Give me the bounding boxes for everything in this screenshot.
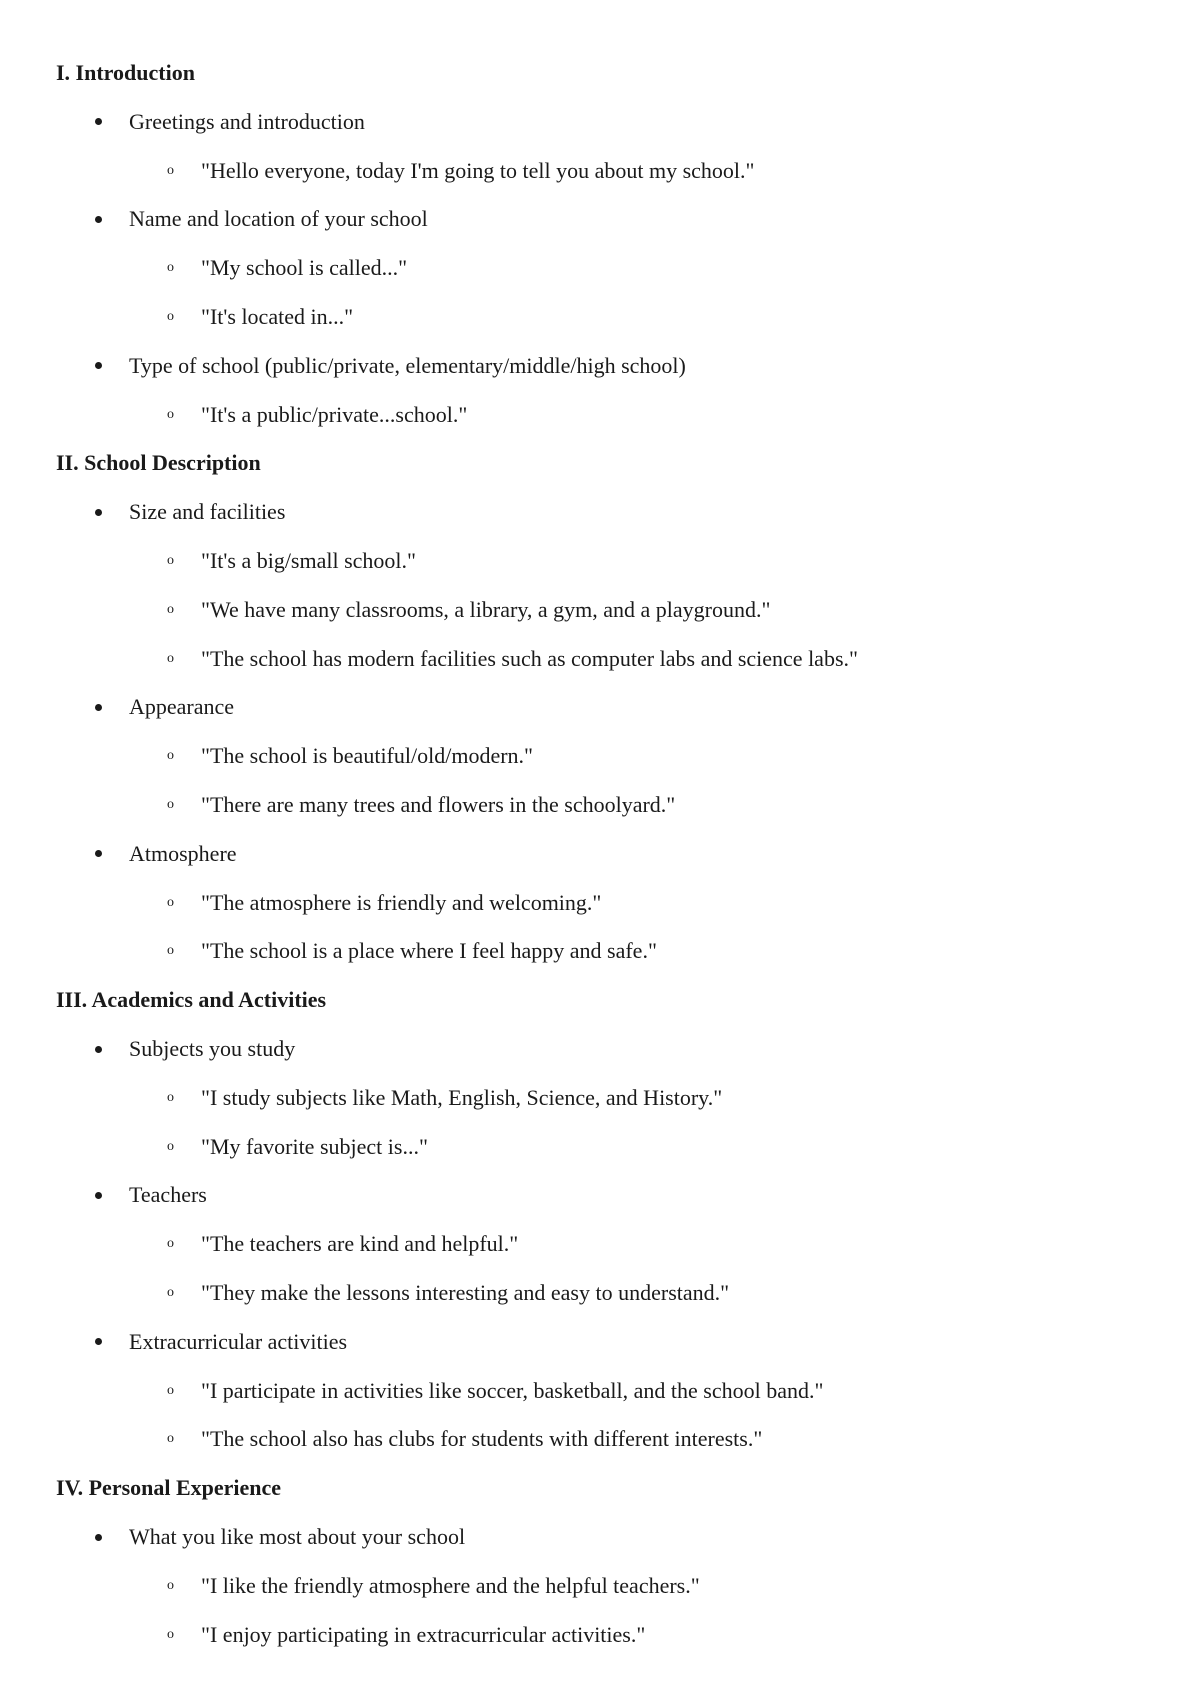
- bullet-icon: [95, 1338, 102, 1345]
- circle-bullet-icon: o: [167, 1577, 174, 1593]
- outline-item: Appearance: [129, 694, 235, 720]
- circle-bullet-icon: o: [167, 1285, 174, 1300]
- circle-bullet-icon: o: [167, 748, 174, 764]
- outline-item: What you like most about your school: [129, 1524, 466, 1549]
- outline-item: Teachers: [129, 1182, 207, 1208]
- outline-item: Greetings and introduction: [129, 108, 365, 134]
- outline-subitem: "I participate in activities like soccer, basketball, and the school band.": [201, 1377, 824, 1403]
- outline-subitem: "The teachers are kind and helpful.": [201, 1231, 519, 1257]
- circle-bullet-icon: o: [167, 553, 174, 568]
- outline-subitem: "My favorite subject is...": [201, 1133, 428, 1159]
- outline-subitem: "It's located in...": [201, 304, 354, 329]
- bullet-icon: [95, 118, 102, 125]
- bullet-icon: [95, 850, 102, 857]
- outline-item: Atmosphere: [129, 840, 237, 866]
- outline-subitem: "They make the lessons interesting and easy to understand.": [201, 1280, 730, 1305]
- bullet-icon: [95, 1192, 102, 1199]
- outline-subitem: "My school is called...": [201, 255, 408, 281]
- bullet-icon: [95, 216, 102, 223]
- outline-item: Size and facilities: [129, 499, 286, 525]
- circle-bullet-icon: o: [167, 650, 174, 666]
- outline-subitem: "We have many classrooms, a library, a gym, and a playground.": [201, 596, 771, 622]
- circle-bullet-icon: o: [167, 162, 174, 178]
- bullet-icon: [95, 1046, 102, 1053]
- section-heading: II. School Description: [56, 450, 261, 476]
- circle-bullet-icon: o: [167, 1236, 174, 1252]
- outline-subitem: "I like the friendly atmosphere and the helpful teachers.": [201, 1572, 700, 1598]
- section-heading: I. Introduction: [56, 60, 195, 85]
- circle-bullet-icon: o: [167, 260, 174, 276]
- circle-bullet-icon: o: [167, 406, 174, 422]
- circle-bullet-icon: o: [167, 1382, 174, 1398]
- outline-item: Extracurricular activities: [129, 1328, 348, 1354]
- section-heading: III. Academics and Activities: [56, 987, 327, 1013]
- circle-bullet-icon: o: [167, 943, 174, 959]
- outline-subitem: "Hello everyone, today I'm going to tell you about my school.": [201, 157, 755, 183]
- bullet-icon: [95, 509, 102, 516]
- outline-subitem: "I enjoy participating in extracurricular activities.": [201, 1621, 646, 1647]
- outline-subitem: "The atmosphere is friendly and welcoming.": [201, 889, 602, 915]
- outline-subitem: "I study subjects like Math, English, Science, and History.": [201, 1084, 723, 1110]
- bullet-icon: [95, 1534, 102, 1541]
- outline-subitem: "The school is beautiful/old/modern.": [201, 743, 534, 769]
- bullet-icon: [95, 704, 102, 711]
- circle-bullet-icon: o: [167, 1138, 174, 1154]
- circle-bullet-icon: o: [167, 1431, 174, 1447]
- circle-bullet-icon: o: [167, 601, 174, 617]
- outline-subitem: "The school has modern facilities such as computer labs and science labs.": [201, 645, 858, 671]
- circle-bullet-icon: o: [167, 309, 174, 324]
- outline-subitem: "It's a big/small school.": [201, 548, 417, 573]
- outline-subitem: "The school is a place where I feel happy and safe.": [201, 938, 657, 964]
- outline-item: Name and location of your school: [129, 206, 428, 232]
- outline-item: Subjects you study: [129, 1036, 296, 1061]
- circle-bullet-icon: o: [167, 894, 174, 910]
- outline-subitem: "The school also has clubs for students with different interests.": [201, 1426, 763, 1452]
- outline-subitem: "There are many trees and flowers in the schoolyard.": [201, 792, 676, 817]
- outline-item: Type of school (public/private, elementary/middle/high school): [129, 352, 686, 378]
- circle-bullet-icon: o: [167, 1089, 174, 1105]
- circle-bullet-icon: o: [167, 1626, 174, 1642]
- section-heading: IV. Personal Experience: [56, 1475, 282, 1501]
- circle-bullet-icon: o: [167, 797, 174, 812]
- bullet-icon: [95, 362, 102, 369]
- outline-subitem: "It's a public/private...school.": [201, 401, 468, 427]
